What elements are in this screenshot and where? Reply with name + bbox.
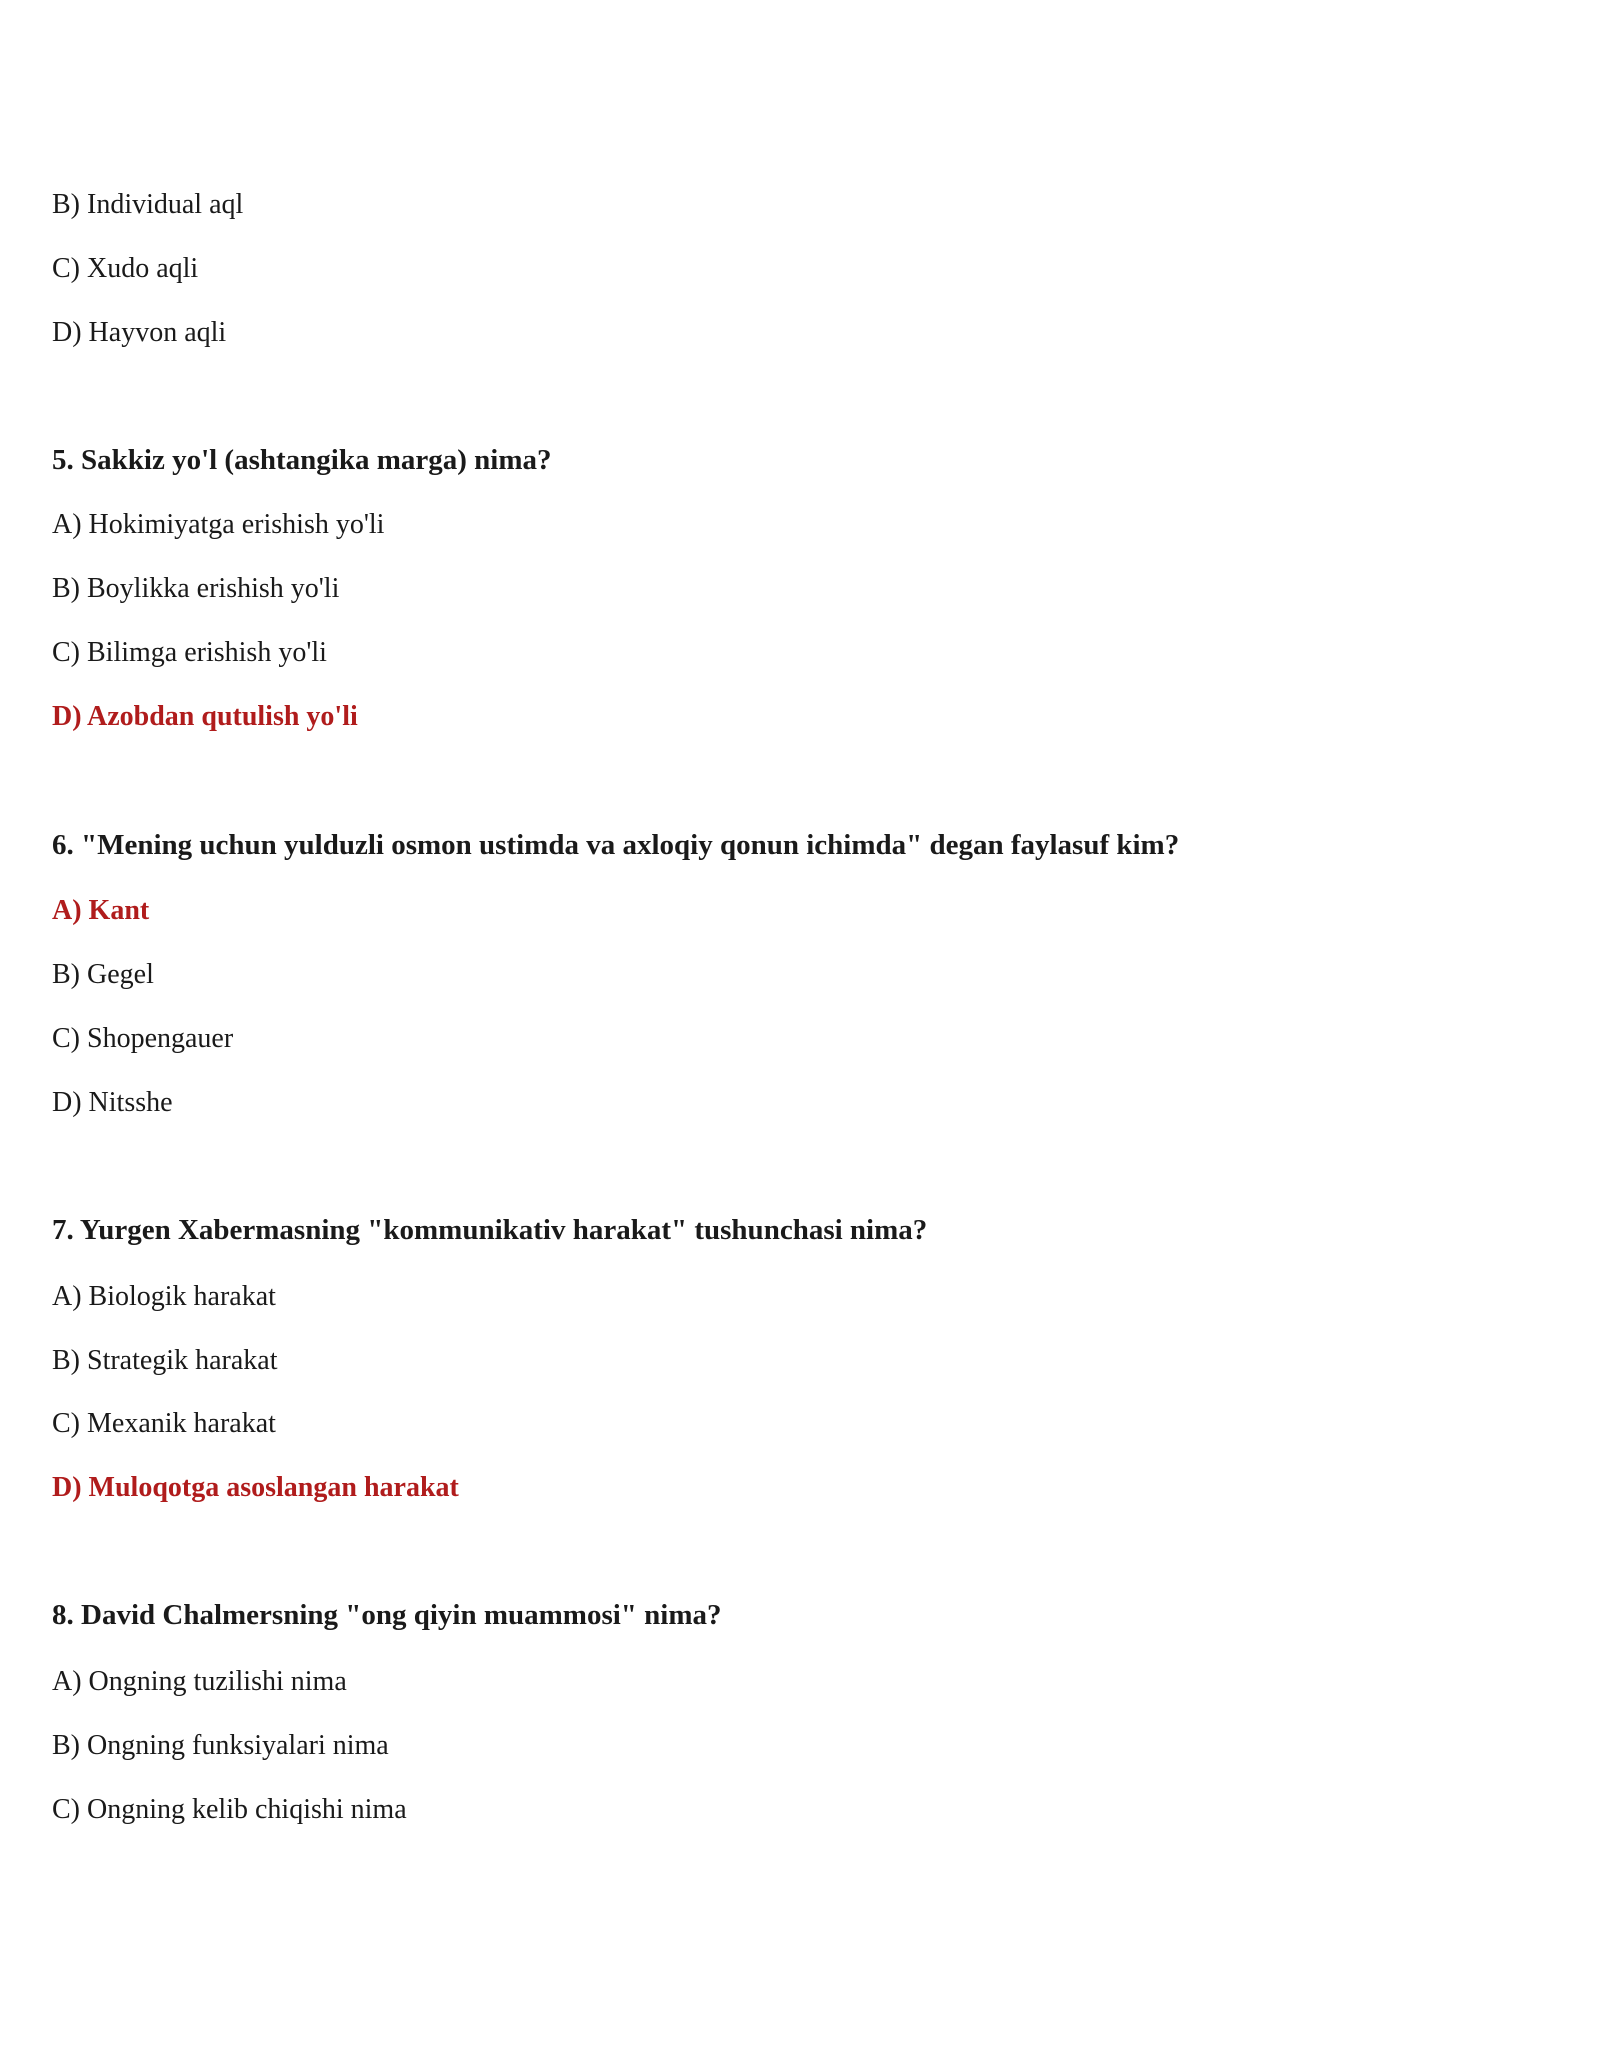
question-7-option-c: C) Mexanik harakat: [52, 1408, 276, 1439]
question-6-option-a-correct: A) Kant: [52, 895, 150, 926]
question-6-text: 6. "Mening uchun yulduzli osmon ustimda va axloqiy qonun ichimda" degan faylasuf kim?: [52, 829, 1180, 861]
question-5-option-d-correct: D) Azobdan qutulish yo'li: [52, 701, 358, 732]
option-b: B) Individual aql: [52, 189, 244, 220]
question-8-option-a: A) Ongning tuzilishi nima: [52, 1666, 347, 1697]
option-d: D) Hayvon aqli: [52, 317, 227, 348]
question-8-text: 8. David Chalmersning "ong qiyin muammosi" nima?: [52, 1599, 722, 1631]
question-5-option-a: A) Hokimiyatga erishish yo'li: [52, 509, 385, 540]
question-7-option-b: B) Strategik harakat: [52, 1345, 278, 1376]
question-6-option-d: D) Nitsshe: [52, 1087, 173, 1118]
question-8-option-b: B) Ongning funksiyalari nima: [52, 1730, 389, 1761]
question-8-option-c: C) Ongning kelib chiqishi nima: [52, 1794, 407, 1825]
option-c: C) Xudo aqli: [52, 253, 199, 284]
question-5-option-c: C) Bilimga erishish yo'li: [52, 637, 327, 668]
question-5-text: 5. Sakkiz yo'l (ashtangika marga) nima?: [52, 444, 552, 476]
question-7-text: 7. Yurgen Xabermasning "kommunikativ harakat" tushunchasi nima?: [52, 1214, 928, 1246]
question-6-option-c: C) Shopengauer: [52, 1023, 234, 1054]
question-7-option-a: A) Biologik harakat: [52, 1281, 276, 1312]
question-6-option-b: B) Gegel: [52, 959, 154, 990]
question-5-option-b: B) Boylikka erishish yo'li: [52, 573, 340, 604]
question-7-option-d-correct: D) Muloqotga asoslangan harakat: [52, 1472, 459, 1503]
